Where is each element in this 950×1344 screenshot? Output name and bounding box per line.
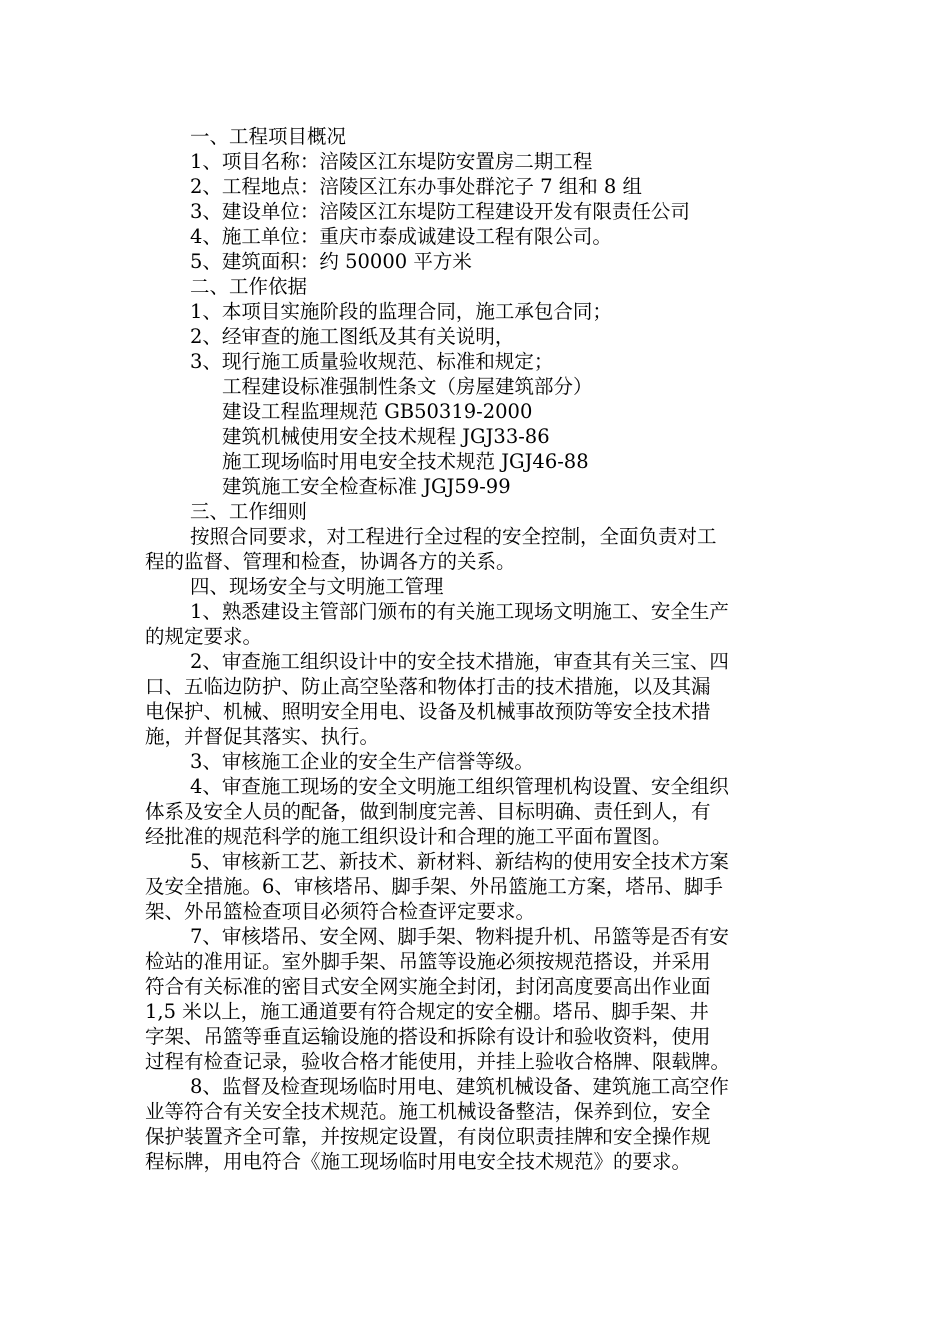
text-line: 3、现行施工质量验收规范、标准和规定； bbox=[190, 350, 554, 373]
text-line: 符合有关标准的密目式安全网实施全封闭，封闭高度要高出作业面 bbox=[145, 975, 711, 998]
text-line: 4、审查施工现场的安全文明施工组织管理机构设置、安全组织 bbox=[190, 775, 729, 798]
text-line: 4、施工单位：重庆市泰成诚建设工程有限公司。 bbox=[190, 225, 612, 248]
text-line: 程的监督、管理和检查，协调各方的关系。 bbox=[145, 550, 516, 573]
text-line: 7、审核塔吊、安全网、脚手架、物料提升机、吊篮等是否有安 bbox=[190, 925, 729, 948]
text-line: 字架、吊篮等垂直运输设施的搭设和拆除有设计和验收资料，使用 bbox=[145, 1025, 711, 1048]
text-line: 5、审核新工艺、新技术、新材料、新结构的使用安全技术方案 bbox=[190, 850, 729, 873]
text-line: 过程有检查记录，验收合格才能使用，并挂上验收合格牌、限载牌。 bbox=[145, 1050, 731, 1073]
text-line: 经批准的规范科学的施工组织设计和合理的施工平面布置图。 bbox=[145, 825, 672, 848]
text-line: 建设工程监理规范 GB50319-2000 bbox=[222, 400, 533, 423]
text-line: 2、经审查的施工图纸及其有关说明， bbox=[190, 325, 515, 348]
text-line: 3、建设单位：涪陵区江东堤防工程建设开发有限责任公司 bbox=[190, 200, 690, 223]
text-line: 施，并督促其落实、执行。 bbox=[145, 725, 380, 748]
text-line: 程标牌，用电符合《施工现场临时用电安全技术规范》的要求。 bbox=[145, 1150, 692, 1173]
text-line: 建筑施工安全检查标准 JGJ59-99 bbox=[222, 475, 511, 498]
text-line: 三、工作细则 bbox=[190, 500, 308, 523]
text-line: 及安全措施。6、审核塔吊、脚手架、外吊篮施工方案，塔吊、脚手 bbox=[145, 875, 723, 898]
text-line: 1、本项目实施阶段的监理合同，施工承包合同； bbox=[190, 300, 612, 323]
text-line: 电保护、机械、照明安全用电、设备及机械事故预防等安全技术措 bbox=[145, 700, 711, 723]
text-line: 5、建筑面积：约 50000 平方米 bbox=[190, 250, 472, 273]
text-line: 3、审核施工企业的安全生产信誉等级。 bbox=[190, 750, 534, 773]
text-line: 按照合同要求，对工程进行全过程的安全控制，全面负责对工 bbox=[190, 525, 717, 548]
text-line: 二、工作依据 bbox=[190, 275, 308, 298]
text-line: 2、审查施工组织设计中的安全技术措施，审查其有关三宝、四 bbox=[190, 650, 729, 673]
document-body bbox=[145, 124, 810, 1174]
text-line: 检站的准用证。室外脚手架、吊篮等设施必须按规范搭设，并采用 bbox=[145, 950, 711, 973]
text-line: 的规定要求。 bbox=[145, 625, 263, 648]
text-line: 一、工程项目概况 bbox=[190, 125, 347, 148]
text-line: 2、工程地点：涪陵区江东办事处群沱子 7 组和 8 组 bbox=[190, 175, 643, 198]
text-line: 工程建设标准强制性条文（房屋建筑部分） bbox=[222, 375, 593, 398]
text-line: 1、熟悉建设主管部门颁布的有关施工现场文明施工、安全生产 bbox=[190, 600, 729, 623]
text-line: 业等符合有关安全技术规范。施工机械设备整洁，保养到位，安全 bbox=[145, 1100, 711, 1123]
text-line: 8、监督及检查现场临时用电、建筑机械设备、建筑施工高空作 bbox=[190, 1075, 729, 1098]
text-line: 四、现场安全与文明施工管理 bbox=[190, 575, 444, 598]
text-line: 体系及安全人员的配备，做到制度完善、目标明确、责任到人，有 bbox=[145, 800, 711, 823]
text-line: 口、五临边防护、防止高空坠落和物体打击的技术措施，以及其漏 bbox=[145, 675, 711, 698]
text-line: 1,5 米以上，施工通道要有符合规定的安全棚。塔吊、脚手架、井 bbox=[145, 1000, 709, 1023]
text-line: 建筑机械使用安全技术规程 JGJ33-86 bbox=[222, 425, 550, 448]
text-line: 架、外吊篮检查项目必须符合检查评定要求。 bbox=[145, 900, 536, 923]
text-line: 保护装置齐全可靠，并按规定设置，有岗位职责挂牌和安全操作规 bbox=[145, 1125, 711, 1148]
text-line: 施工现场临时用电安全技术规范 JGJ46-88 bbox=[222, 450, 589, 473]
text-line: 1、项目名称：涪陵区江东堤防安置房二期工程 bbox=[190, 150, 593, 173]
